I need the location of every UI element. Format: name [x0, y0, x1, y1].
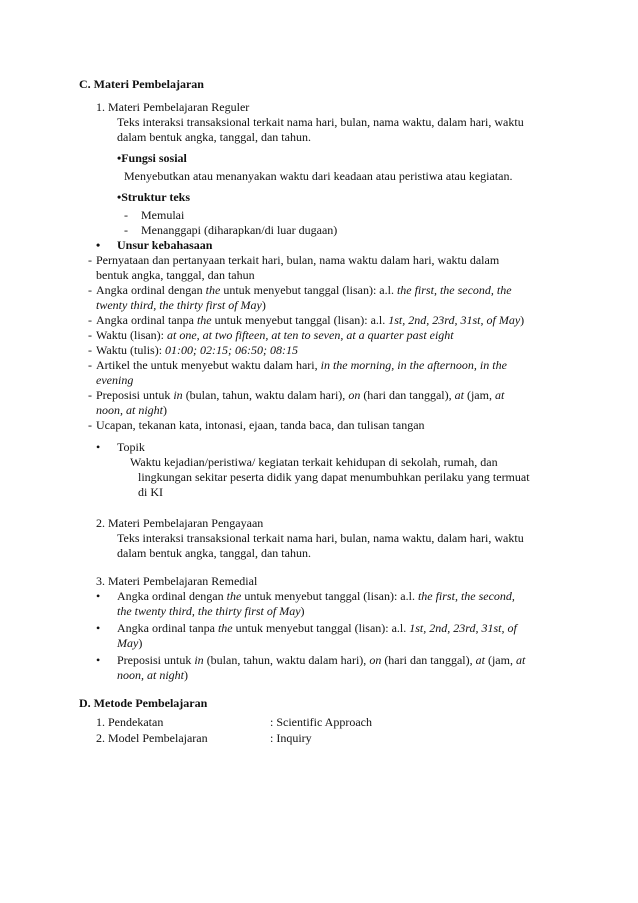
dash-icon: -: [124, 208, 128, 222]
text: 1st, 2nd, 23rd, 31st, of: [409, 621, 517, 635]
metode-value: : Scientific Approach: [270, 715, 372, 729]
bullet-icon: •: [96, 440, 101, 454]
text: in: [173, 388, 183, 402]
text: Angka ordinal tanpa: [117, 621, 218, 635]
topik-line: di KI: [138, 485, 163, 499]
pengayaan-desc-line2: dalam bentuk angka, tanggal, dan tahun.: [117, 546, 311, 560]
text: (bulan, tahun, waktu dalam hari),: [203, 653, 370, 667]
text: Waktu (lisan):: [96, 328, 168, 342]
text: Preposisi untuk: [117, 653, 195, 667]
bullet-icon: •: [96, 621, 101, 635]
text: ): [261, 298, 266, 312]
struktur-item-text: Menanggapi (diharapkan/di luar dugaan): [141, 223, 338, 237]
bullet-icon: •: [96, 653, 101, 667]
text: Angka ordinal dengan: [96, 283, 206, 297]
text: ): [184, 668, 189, 682]
unsur-line: [96, 328, 454, 343]
remedial-line: [117, 668, 188, 683]
unsur-heading: Unsur kebahasaan: [117, 238, 213, 252]
text: the: [226, 589, 242, 603]
unsur-line: [96, 298, 266, 313]
text: at: [494, 388, 505, 402]
metode-label: 1. Pendekatan: [96, 715, 164, 729]
reguler-title: 1. Materi Pembelajaran Reguler: [96, 100, 250, 114]
text: ): [520, 313, 525, 327]
unsur-line: bentuk angka, tanggal, dan tahun: [96, 268, 255, 282]
text: at: [475, 653, 485, 667]
text: at one, at two fifteen, at ten to seven, at a quarter past eight: [167, 328, 454, 342]
text: the twenty third, the thirty first of May: [117, 604, 301, 618]
text: in the morning, in the afternoon, in the: [320, 358, 507, 372]
text: Preposisi untuk: [96, 388, 174, 402]
topik-item: [96, 440, 145, 455]
metode-label: 2. Model Pembelajaran: [96, 731, 208, 745]
struktur-item-text: Memulai: [141, 208, 185, 222]
struktur-teks-item: [117, 190, 190, 205]
text: ): [163, 403, 168, 417]
bullet-icon: •: [117, 151, 122, 165]
remedial-line: [117, 621, 517, 636]
text: Artikel the untuk menyebut waktu dalam hari,: [96, 358, 321, 372]
topik-line: lingkungan sekitar peserta didik yang dapat menumbuhkan perilaku yang termuat: [138, 470, 530, 484]
fungsi-text: Menyebutkan atau menanyakan waktu dari keadaan atau peristiwa atau kegiatan.: [124, 169, 513, 183]
unsur-line: [96, 403, 167, 418]
unsur-line: [96, 313, 524, 328]
struktur-item: [124, 223, 338, 238]
dash-icon: -: [88, 343, 92, 357]
pengayaan-desc-line1: Teks interaksi transaksional terkait nama hari, bulan, nama waktu, dalam hari, waktu: [117, 531, 524, 545]
text: 1st, 2nd, 23rd, 31st, of May: [388, 313, 521, 327]
text: Waktu (tulis):: [96, 343, 166, 357]
text: (bulan, tahun, waktu dalam hari),: [182, 388, 349, 402]
text: at: [454, 388, 464, 402]
unsur-line: [96, 358, 507, 373]
fungsi-heading: Fungsi sosial: [121, 151, 187, 165]
bullet-icon: •: [96, 238, 101, 252]
text: ): [138, 636, 143, 650]
text: (hari dan tanggal),: [381, 653, 476, 667]
bullet-icon: •: [117, 190, 122, 204]
text: on: [369, 653, 382, 667]
unsur-line: [96, 343, 298, 358]
dash-icon: -: [88, 388, 92, 402]
text: the first, the second,: [417, 589, 515, 603]
dash-icon: -: [124, 223, 128, 237]
remedial-line: [117, 604, 305, 619]
remedial-line: [117, 589, 515, 604]
text: the: [205, 283, 221, 297]
text: untuk menyebut tanggal (lisan): a.l.: [211, 313, 389, 327]
topik-line: Waktu kejadian/peristiwa/ kegiatan terkait kehidupan di sekolah, rumah, dan: [130, 455, 498, 469]
topik-heading: Topik: [117, 440, 145, 454]
unsur-line: [96, 283, 512, 298]
text: May: [117, 636, 139, 650]
text: untuk menyebut tanggal (lisan): a.l.: [220, 283, 397, 297]
text: twenty third, the thirty first of May: [96, 298, 262, 312]
unsur-kebahasaan-item: [96, 238, 213, 253]
section-d-heading: D. Metode Pembelajaran: [79, 696, 208, 710]
remedial-line: [117, 636, 142, 651]
text: ): [300, 604, 305, 618]
text: noon, at night: [117, 668, 185, 682]
dash-icon: -: [88, 283, 92, 297]
struktur-item: [124, 208, 185, 223]
text: in: [194, 653, 204, 667]
text: at: [515, 653, 526, 667]
text: untuk menyebut tanggal (lisan): a.l.: [232, 621, 410, 635]
text: (hari dan tanggal),: [360, 388, 455, 402]
dash-icon: -: [88, 418, 92, 432]
text: the: [196, 313, 212, 327]
dash-icon: -: [88, 253, 92, 267]
dash-icon: -: [88, 328, 92, 342]
text: Angka ordinal tanpa: [96, 313, 197, 327]
text: the first, the second, the: [396, 283, 512, 297]
reguler-desc-line1: Teks interaksi transaksional terkait nama hari, bulan, nama waktu, dalam hari, waktu: [117, 115, 524, 129]
metode-value: : Inquiry: [270, 731, 312, 745]
fungsi-sosial-item: [117, 151, 187, 166]
section-c-heading: C. Materi Pembelajaran: [79, 77, 204, 91]
remedial-title: 3. Materi Pembelajaran Remedial: [96, 574, 258, 588]
text: on: [348, 388, 361, 402]
remedial-line: [117, 653, 525, 668]
unsur-line: evening: [96, 373, 134, 387]
unsur-line: Ucapan, tekanan kata, intonasi, ejaan, tanda baca, dan tulisan tangan: [96, 418, 425, 432]
bullet-icon: •: [96, 589, 101, 603]
dash-icon: -: [88, 358, 92, 372]
text: the: [217, 621, 233, 635]
pengayaan-title: 2. Materi Pembelajaran Pengayaan: [96, 516, 264, 530]
unsur-line: Pernyataan dan pertanyaan terkait hari, bulan, nama waktu dalam hari, waktu dalam: [96, 253, 500, 267]
reguler-desc-line2: dalam bentuk angka, tanggal, dan tahun.: [117, 130, 311, 144]
text: noon, at night: [96, 403, 164, 417]
text: 01:00; 02:15; 06:50; 08:15: [165, 343, 299, 357]
text: (jam,: [484, 653, 516, 667]
text: (jam,: [463, 388, 495, 402]
text: Angka ordinal dengan: [117, 589, 227, 603]
unsur-line: [96, 388, 504, 403]
struktur-heading: Struktur teks: [121, 190, 190, 204]
dash-icon: -: [88, 313, 92, 327]
text: untuk menyebut tanggal (lisan): a.l.: [241, 589, 418, 603]
